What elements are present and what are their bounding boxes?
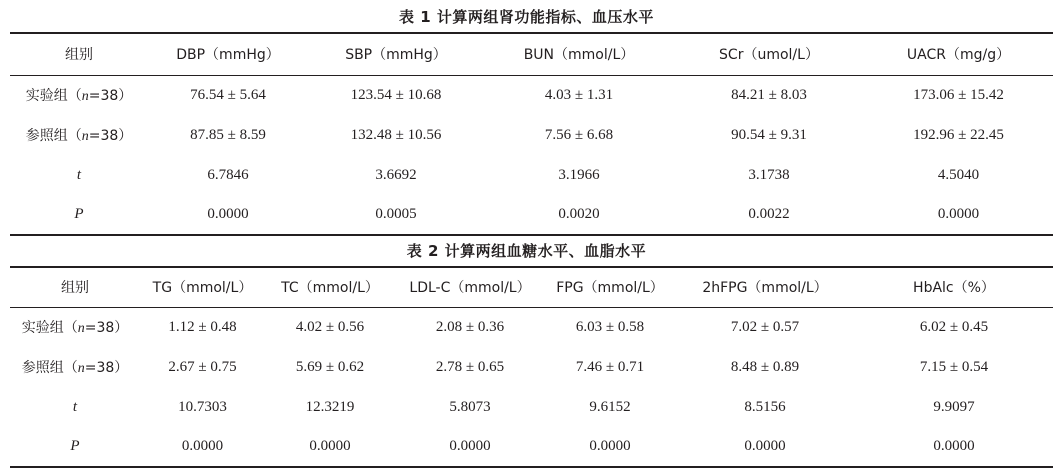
cell: 4.02 ± 0.56 [295, 318, 365, 335]
cell: 2.67 ± 0.75 [168, 358, 237, 375]
table-1-header-group: 组别 [65, 47, 93, 64]
table-2-header-group: 组别 [61, 280, 89, 297]
cell: 84.21 ± 8.03 [731, 86, 807, 103]
row-label: P [70, 438, 80, 454]
table-2-header-fpg: FPG（mmol/L） [556, 280, 664, 297]
row-label: 实验组（n=38） [21, 320, 129, 337]
table-2-header-ldl: LDL-C（mmol/L） [409, 280, 531, 297]
cell: 1.12 ± 0.48 [168, 318, 237, 335]
table-row [10, 155, 1053, 195]
table-row [10, 347, 1053, 387]
cell: 0.0000 [449, 438, 491, 454]
cell: 90.54 ± 9.31 [731, 126, 807, 143]
cell: 0.0022 [748, 206, 790, 222]
table-2-header-tc: TC（mmol/L） [281, 280, 379, 297]
table-1-header-bun: BUN（mmol/L） [523, 47, 635, 64]
cell: 76.54 ± 5.64 [190, 86, 266, 103]
row-label: t [76, 166, 82, 183]
cell: 12.3219 [305, 398, 355, 415]
cell: 6.7846 [207, 166, 249, 183]
cell: 3.1966 [558, 166, 600, 183]
cell: 7.46 ± 0.71 [575, 358, 645, 375]
cell: 123.54 ± 10.68 [350, 86, 442, 103]
cell: 0.0000 [933, 438, 975, 454]
table-1-header-dbp: DBP（mmHg） [176, 47, 280, 64]
cell: 7.02 ± 0.57 [730, 318, 800, 335]
cell: 8.48 ± 0.89 [730, 358, 800, 375]
row-label: t [72, 398, 78, 415]
cell: 192.96 ± 22.45 [913, 126, 1004, 143]
table-row [10, 195, 1053, 235]
cell: 0.0000 [309, 438, 351, 454]
cell: 9.6152 [589, 398, 631, 415]
cell: 0.0000 [207, 206, 249, 222]
cell: 0.0000 [181, 438, 224, 454]
row-label: 参照组（n=38） [21, 360, 129, 376]
table-1-caption: 表 1 计算两组肾功能指标、血压水平 [399, 8, 654, 26]
table-1-header-scr: SCr（umol/L） [719, 47, 819, 64]
table-1-header-sbp: SBP（mmHg） [345, 47, 447, 64]
cell: 2.78 ± 0.65 [435, 358, 505, 375]
table-2-caption: 表 2 计算两组血糖水平、血脂水平 [406, 242, 647, 260]
row-label: 实验组（n=38） [25, 88, 133, 105]
cell: 6.02 ± 0.45 [919, 318, 989, 335]
cell: 132.48 ± 10.56 [350, 126, 442, 143]
table-1-header-row [10, 33, 1053, 75]
cell: 0.0005 [375, 206, 417, 222]
cell: 9.9097 [933, 398, 975, 415]
table-row [10, 115, 1053, 155]
cell: 6.03 ± 0.58 [575, 318, 645, 335]
table-2-header-tg: TG（mmol/L） [152, 280, 253, 297]
cell: 87.85 ± 8.59 [190, 126, 266, 143]
table-2-header-hbalc: HbAlc（%） [913, 280, 995, 297]
table-row [10, 307, 1053, 347]
cell: 4.03 ± 1.31 [544, 86, 614, 103]
cell: 5.8073 [449, 398, 491, 415]
cell: 173.06 ± 15.42 [913, 86, 1004, 103]
table-2-grid [10, 266, 1053, 468]
cell: 8.5156 [744, 398, 786, 415]
row-label: P [74, 206, 84, 222]
cell: 0.0000 [937, 206, 980, 222]
cell: 2.08 ± 0.36 [435, 318, 505, 335]
table-2-header-row [10, 267, 1053, 307]
table-row [10, 75, 1053, 115]
table-row [10, 387, 1053, 427]
cell: 0.0020 [558, 206, 600, 222]
cell: 3.1738 [748, 166, 790, 183]
cell: 0.0000 [744, 438, 786, 454]
table-2 [0, 236, 1053, 468]
cell: 4.5040 [937, 166, 980, 183]
table-1-grid [10, 32, 1053, 236]
table-1-header-uacr: UACR（mg/g） [906, 47, 1011, 64]
cell: 10.7303 [178, 398, 227, 415]
cell: 7.56 ± 6.68 [544, 126, 614, 143]
cell: 7.15 ± 0.54 [919, 358, 989, 375]
table-row [10, 427, 1053, 467]
table-2-header-2hfpg: 2hFPG（mmol/L） [702, 280, 828, 297]
row-label: 参照组（n=38） [25, 128, 133, 144]
cell: 5.69 ± 0.62 [295, 358, 365, 375]
cell: 3.6692 [375, 166, 417, 183]
cell: 0.0000 [589, 438, 631, 454]
